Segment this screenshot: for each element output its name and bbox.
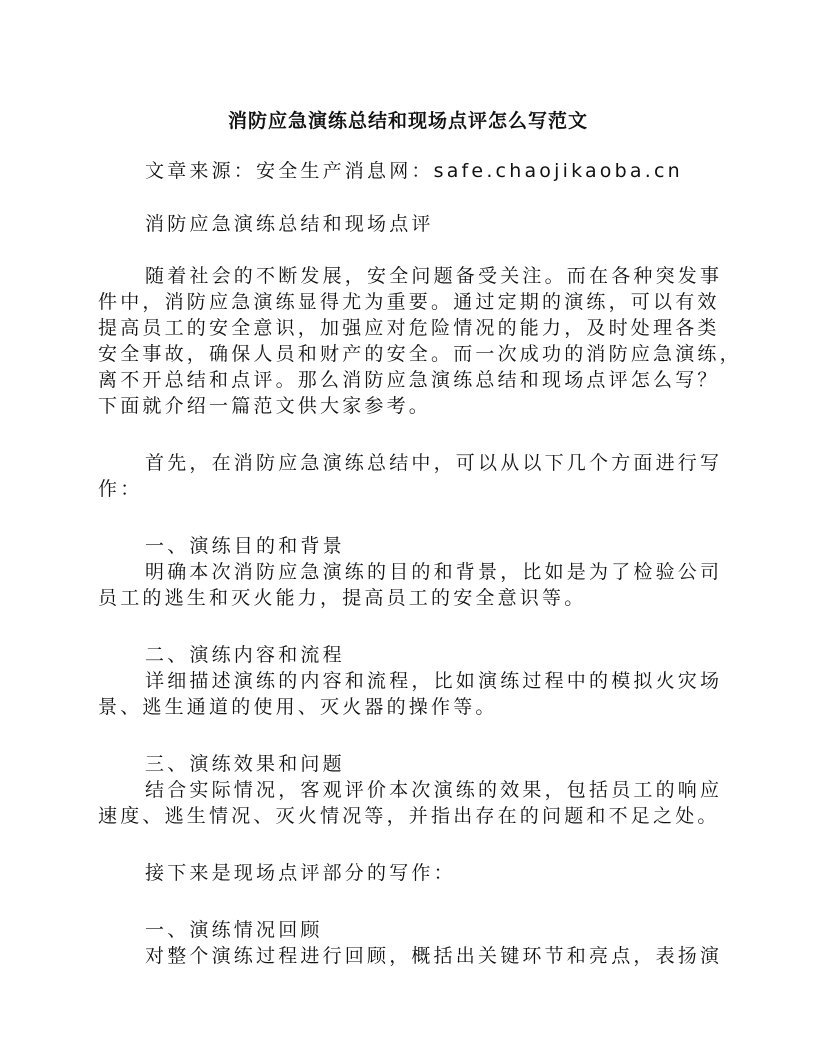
paragraph-line: 离不开总结和点评。那么消防应急演练总结和现场点评怎么写？ — [98, 369, 720, 391]
paragraph-line: 结合实际情况，客观评价本次演练的效果，包括员工的响应 — [145, 779, 723, 801]
paragraph-line: 提高员工的安全意识，加强应对危险情况的能力，及时处理各类 — [98, 317, 720, 339]
paragraph-line: 明确本次消防应急演练的目的和背景，比如是为了检验公司 — [145, 561, 723, 583]
source-line: 文章来源：安全生产消息网：safe.chaojikaoba.cn — [145, 160, 683, 182]
paragraph-line: 下面就介绍一篇范文供大家参考。 — [98, 395, 432, 417]
paragraph-line: 接下来是现场点评部分的写作： — [145, 862, 456, 884]
document-title: 消防应急演练总结和现场点评怎么写范文 — [227, 110, 588, 132]
paragraph-line: 三、演练效果和问题 — [145, 753, 345, 775]
paragraph-line: 一、演练情况回顾 — [145, 919, 323, 941]
paragraph-line: 详细描述演练的内容和流程，比如演练过程中的模拟火灾场 — [145, 670, 723, 692]
paragraph-line: 首先，在消防应急演练总结中，可以从以下几个方面进行写 — [145, 452, 723, 474]
paragraph-line: 二、演练内容和流程 — [145, 644, 345, 666]
subtitle: 消防应急演练总结和现场点评 — [145, 213, 434, 235]
paragraph-line: 件中，消防应急演练显得尤为重要。通过定期的演练，可以有效 — [98, 291, 720, 313]
paragraph-line: 速度、逃生情况、灭火情况等，并指出存在的问题和不足之处。 — [98, 805, 720, 827]
paragraph-line: 一、演练目的和背景 — [145, 535, 345, 557]
paragraph-line: 对整个演练过程进行回顾，概括出关键环节和亮点，表扬演 — [145, 945, 723, 967]
paragraph-line: 员工的逃生和灭火能力，提高员工的安全意识等。 — [98, 587, 587, 609]
paragraph-line: 景、逃生通道的使用、灭火器的操作等。 — [98, 696, 498, 718]
paragraph-line: 作： — [98, 478, 143, 500]
paragraph-line: 随着社会的不断发展，安全问题备受关注。而在各种突发事 — [145, 265, 723, 287]
paragraph-line: 安全事故，确保人员和财产的安全。而一次成功的消防应急演练， — [98, 343, 742, 365]
